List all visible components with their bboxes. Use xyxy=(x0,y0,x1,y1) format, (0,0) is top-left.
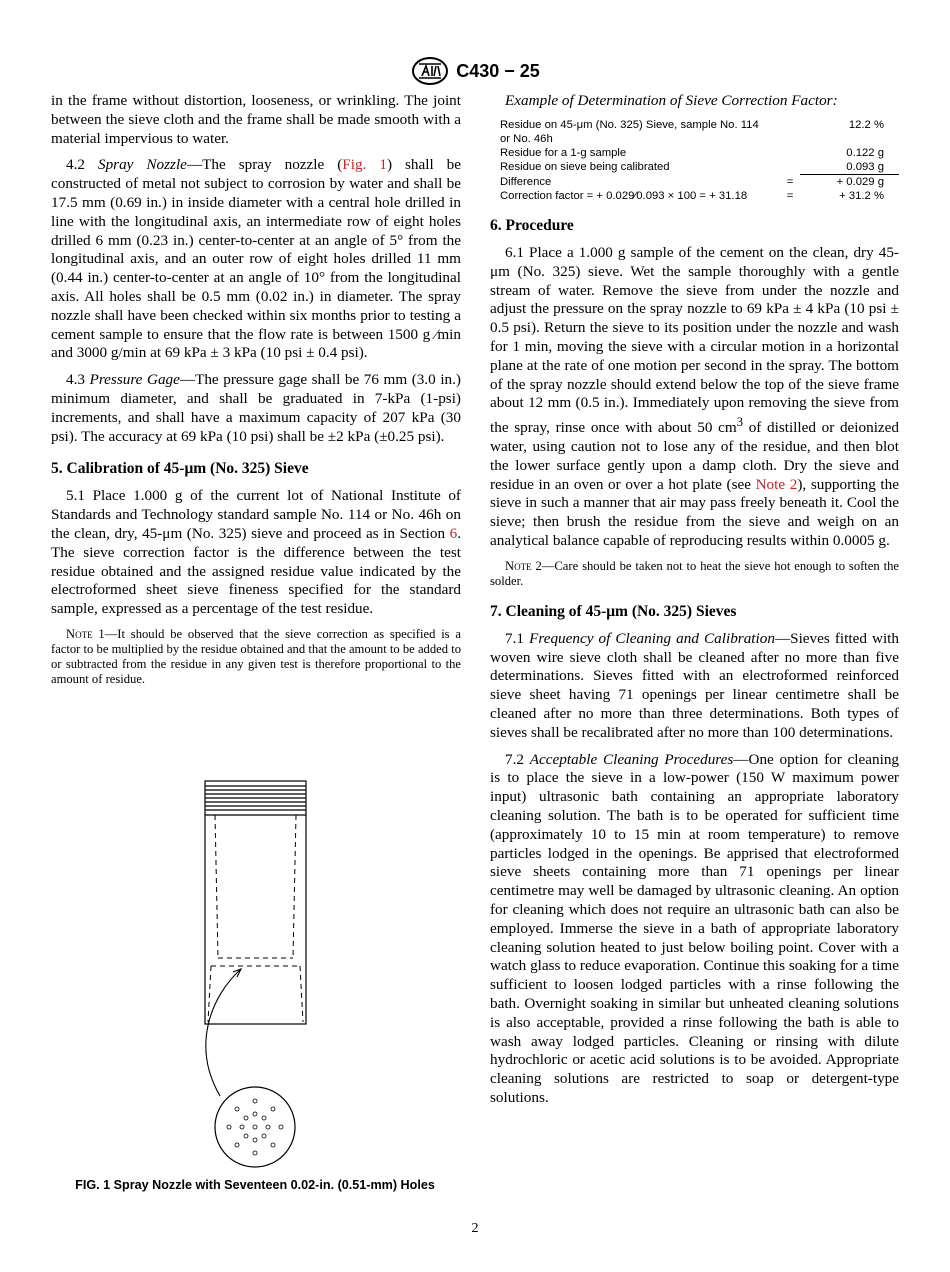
section-6-1-text-c: ), supporting the sieve in such a manner that air may pass freely beneath it. Cool the sieve; then brush the residue from the sieve and weigh on an analytical balance capable of reproducing results within 0.0005 g. xyxy=(490,475,899,550)
section-7-heading: 7. Cleaning of 45-μm (No. 325) Sieves xyxy=(490,602,737,620)
table-cell-eq xyxy=(780,132,800,146)
table-cell-value: 0.122 g xyxy=(846,147,884,159)
note-2-link[interactable]: Note 2 xyxy=(755,475,798,493)
section-5-1 xyxy=(51,487,461,619)
table-row xyxy=(490,189,899,203)
section-5-1-text-b: . The sieve correction factor is the difference between the test residue obtained and the assigned residue value indicated by the electroformed sheet sieve fineness specified for the standard sample, expressed as a percentage of the test residue. xyxy=(51,524,461,618)
table-cell-eq: = xyxy=(786,175,794,188)
nozzle-face xyxy=(215,1087,295,1167)
table-cell-eq xyxy=(780,160,800,175)
table-row xyxy=(490,132,899,146)
table-cell-label: Residue on 45-μm (No. 325) Sieve, sample No. 114 xyxy=(500,119,759,131)
table-cell-value xyxy=(800,132,899,146)
table-cell-label: or No. 46h xyxy=(500,133,553,145)
note-1-text: —It should be observed that the sieve correction as specified is a factor to be multiplied by the residue obtained and that the amount to be added to or subtracted from the residue in any given test is therefore proportional to the amount of residue. xyxy=(51,626,461,686)
table-cell-label: Difference xyxy=(500,175,552,188)
table-cell-label: Residue on sieve being calibrated xyxy=(500,161,670,173)
table-cell-eq xyxy=(780,146,800,160)
section-6-heading: 6. Procedure xyxy=(490,217,574,234)
section-4-2-text-b: ) shall be constructed of metal not subject to corrosion by water and shall be 17.5 mm (0.69 in.) in inside diameter with a central hole drilled in line with the longitudinal axis, an intermediate row of eight holes drilled 6 mm (0.23 in.) center-to-center at an angle of 5° from the longitudinal axis, and an outer row of eight holes drilled 11 mm (0.44 in.) center-to-center at an angle of 10° from the longitudinal axis. All holes shall be 0.5 mm (0.02 in.) in diameter. The spray nozzle shall have been checked within six months prior to testing a cement sample to ensure that the flow rate is between 1500 g ⁄min and 3000 g/min at 69 kPa ± 3 kPa (10 psi ± 0.4 psi). xyxy=(51,156,462,362)
section-4-3 xyxy=(51,371,461,446)
fig-1-link[interactable]: Fig. 1 xyxy=(342,156,387,174)
note-1-label: Note 1 xyxy=(66,626,105,641)
section-7-1 xyxy=(490,630,899,743)
nozzle-body xyxy=(205,781,306,1024)
table-cell-value: 12.2 % xyxy=(848,119,884,131)
paragraph-continuation: in the frame without distortion, looseness, or wrinkling. The joint between the sieve cloth and the frame shall be made smooth with a material impervious to water. xyxy=(51,92,461,147)
table-row xyxy=(490,146,899,160)
note-2-text: —Care should be taken not to heat the sieve hot enough to soften the solder. xyxy=(490,558,899,588)
section-4-2 xyxy=(51,156,461,363)
table-cell-eq: = xyxy=(786,190,794,202)
section-6-1-text-a: 6.1 Place a 1.000 g sample of the cement on the clean, dry 45-μm (No. 325) sieve. Wet the sample thoroughly with a gentle stream of water. Remove the sieve from under the nozzle and adjust the pressure on the spray nozzle to 69 kPa ± 4 kPa (10 psi ± 0.5 psi). Return the sieve to its position under the nozzle and wash for 1 min, moving the sieve with a circular motion in a horizontal plane at the rate of one motion per second in the spray. The bottom of the spray nozzle should extend below the top of the sieve frame about 12 mm (0.5 in.). Immediately upon removing the sieve from the spray, rinse once with about 50 cm xyxy=(490,244,899,437)
section-6-link[interactable]: 6 xyxy=(449,524,458,542)
note-2-label: Note 2 xyxy=(505,558,542,573)
example-title: Example of Determination of Sieve Correction Factor: xyxy=(505,92,838,109)
page-number: 2 xyxy=(471,1221,479,1236)
page-header xyxy=(0,56,950,91)
section-4-3-number: 4.3 xyxy=(66,371,90,389)
section-7-2-number: 7.2 xyxy=(505,750,530,768)
table-cell-value: 0.093 g xyxy=(800,160,899,175)
section-4-2-number: 4.2 xyxy=(66,156,98,174)
table-cell-eq xyxy=(780,118,800,132)
spray-nozzle-figure xyxy=(51,776,461,1196)
table-row xyxy=(490,118,899,132)
astm-logo-icon xyxy=(410,56,450,86)
section-7-1-text: —Sieves fitted with woven wire sieve cloth shall be cleaned after no more than five determinations. Sieves fitted with an electroformed reinforced sieve sheet having 71 openings per linear centimetre shall be cleaned after no more than three determinations. Both types of sieves shall be recalibrated after no more than 100 determinations. xyxy=(490,629,899,741)
section-4-2-title: Spray Nozzle xyxy=(97,156,187,174)
section-6-1-text-b: of distilled or deionized water, using caution not to lose any of the residue, and then blot the lower surface gently upon a damp cloth. Dry the sieve and residue in an oven or over a hot plate (see xyxy=(490,419,900,493)
section-5-heading: 5. Calibration of 45-μm (No. 325) Sieve xyxy=(51,460,309,478)
example-table xyxy=(490,118,899,203)
table-cell-label: Correction factor = + 0.029⁄0.093 × 100 = + 31.18 xyxy=(500,190,748,202)
section-4-3-title: Pressure Gage xyxy=(89,371,180,389)
table-cell-value: + 31.2 % xyxy=(839,190,884,202)
right-column xyxy=(490,92,899,1116)
section-6-1 xyxy=(490,244,899,551)
table-row xyxy=(490,160,899,175)
section-4-2-text-a: —The spray nozzle ( xyxy=(186,156,343,174)
note-2 xyxy=(490,559,899,589)
section-7-2 xyxy=(490,751,899,1108)
section-7-1-title: Frequency of Cleaning and Calibration xyxy=(529,629,775,647)
section-7-2-text: —One option for cleaning is to place the sieve in a low-power (150 W maximum power input) ultrasonic bath containing an appropriate laboratory cleaning solution. The bath is to be operated for sufficient time (approximately 10 to 15 min at room temperature) to remove particles lodged in the openings. Be apprised that electroformed sieve sheets containing more than 71 openings per linear centimetre may well be damaged by ultrasonic cleaning. An option for cleaning which does not require an ultrasonic bath can also be employed. Immerse the sieve in a bath of appropriate laboratory cleaning solution heated to just below boiling point. Cover with a watch glass to reduce evaporation. Continue this soaking for a time sufficient to loosen lodged particles with a rinse following the bath. Overnight soaking in similar but unheated cleaning solutions is also acceptable, provided a rinse following the bath is able to wash away lodged particles. Cleaning or rinsing with dilute hydrochloric or acetic acid solutions is to be avoided. Appropriate cleaning solutions are restricted to soap or detergent-type solutions. xyxy=(490,750,900,1106)
table-cell-value: + 0.029 g xyxy=(836,176,884,188)
section-6-1-superscript: 3 xyxy=(736,415,744,430)
standard-number: C430 − 25 xyxy=(456,60,540,81)
leader-arrow xyxy=(206,969,241,1096)
left-column xyxy=(51,92,461,697)
table-row xyxy=(490,175,899,190)
section-5-1-text-a: 5.1 Place 1.000 g of the current lot of National Institute of Standards and Technology standard sample No. 114 or No. 46h on the clean, dry, 45-μm (No. 325) sieve and proceed as in Section xyxy=(51,487,461,542)
note-1 xyxy=(51,627,461,687)
table-cell-label: Residue for a 1-g sample xyxy=(500,147,627,159)
figure-caption: FIG. 1 Spray Nozzle with Seventeen 0.02-in. (0.51-mm) Holes xyxy=(75,1178,435,1192)
section-7-1-number: 7.1 xyxy=(505,629,530,647)
section-4-3-text: —The pressure gage shall be 76 mm (3.0 in.) minimum diameter, and shall be graduated in 7-kPa (1-psi) increments, and shall have a maximum capacity of 207 kPa (30 psi). The accuracy at 69 kPa (10 psi) shall be ±2 kPa (±0.25 psi). xyxy=(51,371,461,445)
section-7-2-title: Acceptable Cleaning Procedures xyxy=(529,750,734,768)
